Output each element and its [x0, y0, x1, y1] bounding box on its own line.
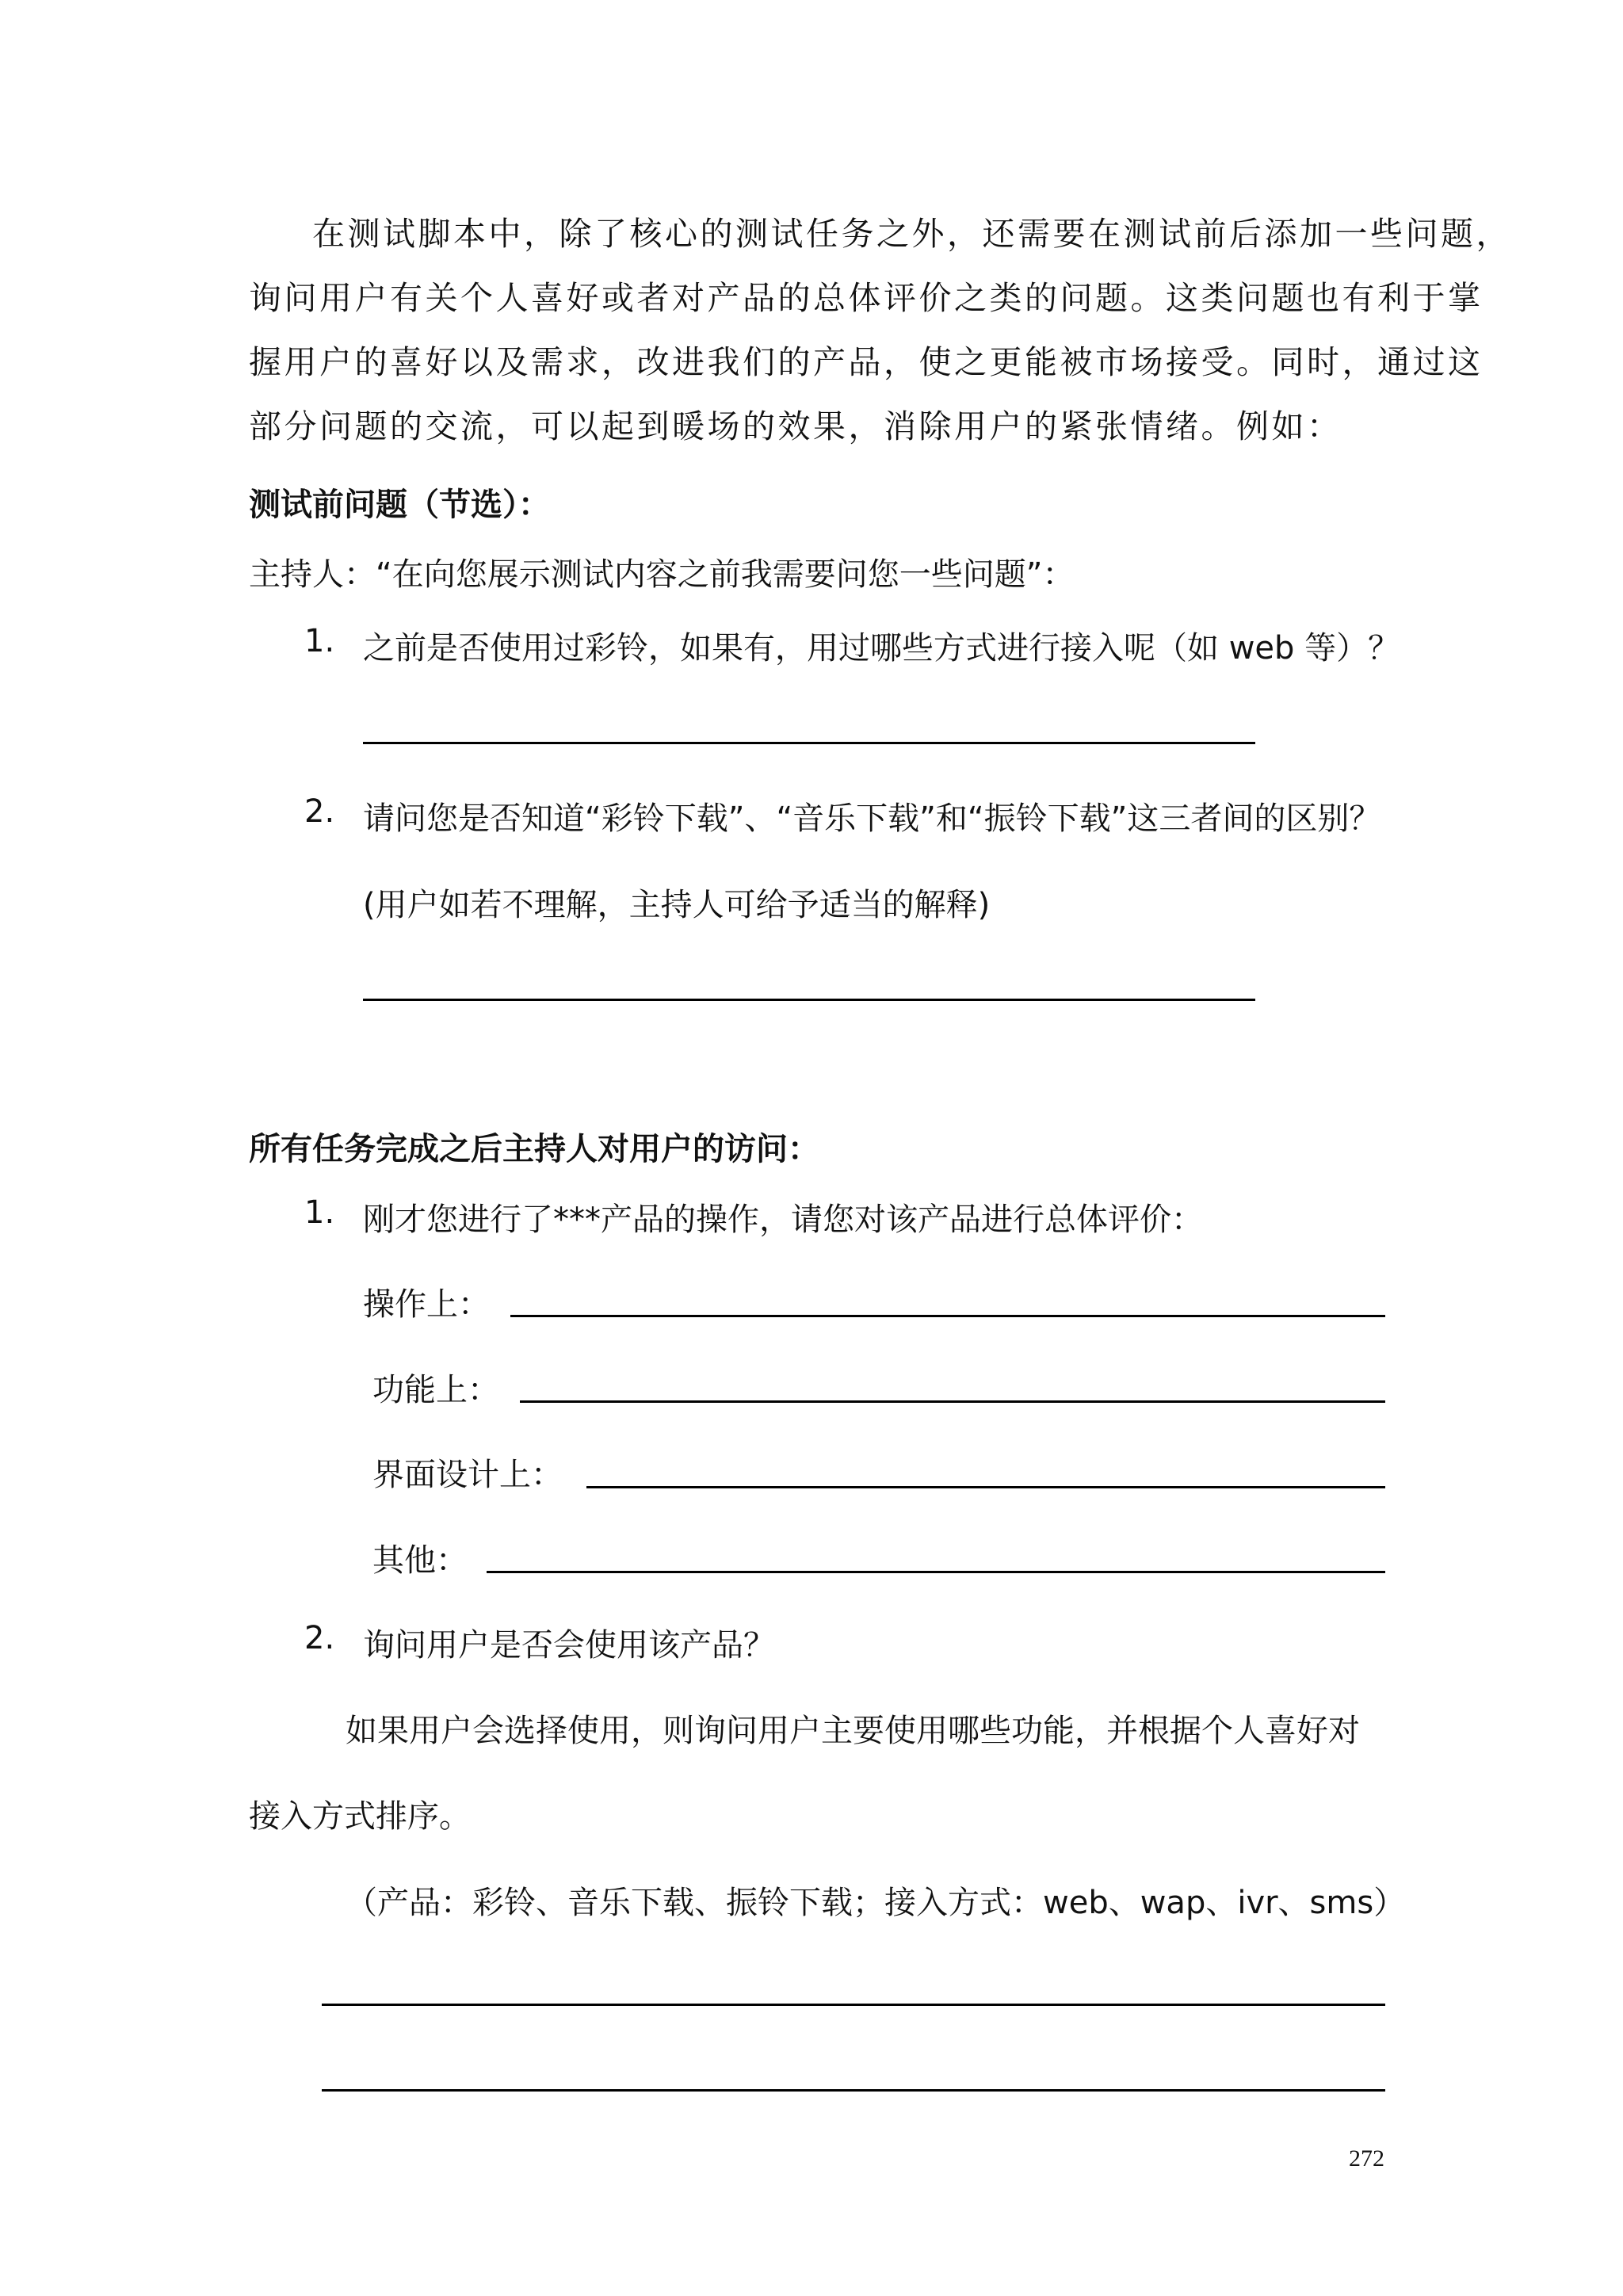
q2-note: （产品：彩铃、音乐下载、振铃下载；接入方式：web、wap、ivr、sms）	[346, 1885, 1406, 1921]
question-text: 询问用户是否会使用该产品？	[363, 1627, 775, 1664]
field-label-function: 功能上：	[372, 1372, 499, 1408]
intro-line: 部分问题的交流，可以起到暖场的效果，消除用户的紧张情绪。例如：	[249, 407, 1342, 445]
intro-line: 询问用户有关个人喜好或者对产品的总体评价之类的问题。这类问题也有利于掌	[249, 279, 1484, 317]
answer-line[interactable]	[322, 2004, 1385, 2006]
question-text: 请问您是否知道“彩铃下载”、“音乐下载”和“振铃下载”这三者间的区别？	[363, 800, 1381, 837]
question-number: 1.	[304, 623, 335, 659]
post-task-heading: 所有任务完成之后主持人对用户的访问：	[249, 1131, 819, 1167]
operation-answer-line[interactable]	[510, 1315, 1385, 1317]
question-note: (用户如若不理解，主持人可给予适当的解释)	[363, 887, 991, 923]
question-text: 之前是否使用过彩铃，如果有，用过哪些方式进行接入呢（如 web 等）？	[363, 630, 1400, 667]
question-number: 2.	[304, 1620, 335, 1656]
ui-design-answer-line[interactable]	[586, 1486, 1385, 1488]
field-label-ui-design: 界面设计上：	[372, 1457, 563, 1493]
question-number: 1.	[304, 1194, 335, 1231]
answer-line[interactable]	[363, 999, 1255, 1001]
question-text: 刚才您进行了***产品的操作，请您对该产品进行总体评价：	[363, 1201, 1203, 1238]
page-number: 272	[1349, 2145, 1384, 2172]
question-number: 2.	[304, 793, 335, 830]
pre-test-heading: 测试前问题（节选）：	[249, 487, 550, 523]
intro-line: 握用户的喜好以及需求，改进我们的产品，使之更能被市场接受。同时，通过这	[249, 343, 1484, 381]
answer-line[interactable]	[363, 742, 1255, 744]
q2-paragraph-line: 接入方式排序。	[249, 1798, 471, 1835]
function-answer-line[interactable]	[520, 1400, 1385, 1403]
host-intro: 主持人：“在向您展示测试内容之前我需要问您一些问题”：	[249, 556, 1075, 593]
field-label-other: 其他：	[372, 1542, 468, 1579]
field-label-operation: 操作上：	[363, 1286, 490, 1323]
other-answer-line[interactable]	[487, 1571, 1385, 1573]
intro-line: 在测试脚本中，除了核心的测试任务之外，还需要在测试前后添加一些问题，	[312, 215, 1511, 253]
q2-paragraph-line: 如果用户会选择使用，则询问用户主要使用哪些功能，并根据个人喜好对	[346, 1713, 1360, 1749]
answer-line[interactable]	[322, 2089, 1385, 2092]
